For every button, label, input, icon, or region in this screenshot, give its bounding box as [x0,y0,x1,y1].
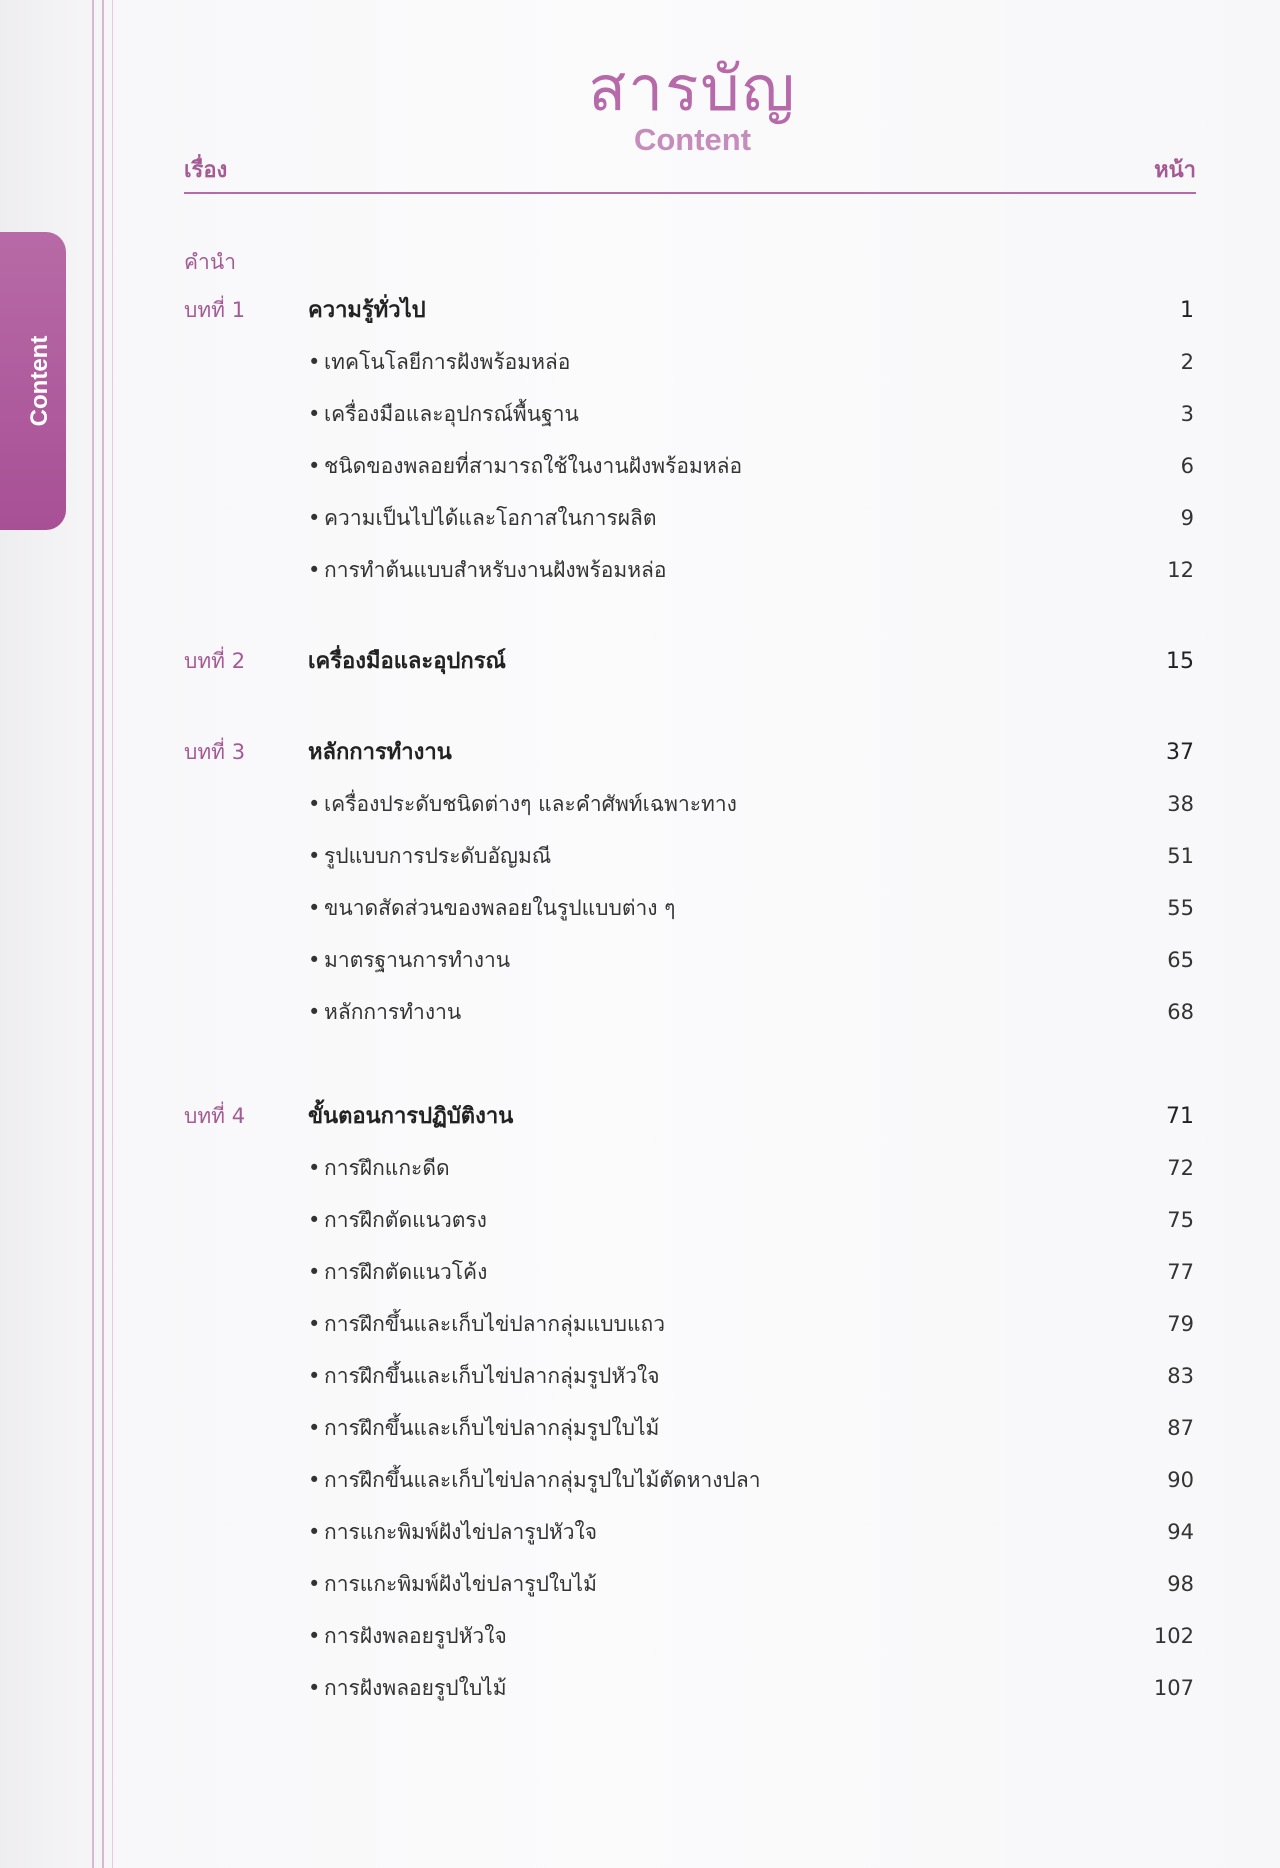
toc-item-title: ขนาดสัดส่วนของพลอยในรูปแบบต่าง ๆ [324,896,676,920]
page-number: 37 [1166,740,1194,765]
page-number: 6 [1180,454,1194,478]
bullet-icon: • [308,1468,321,1492]
bullet-icon: • [308,350,321,374]
page-number: 65 [1167,948,1194,972]
bullet-icon: • [308,1676,321,1700]
bullet-icon: • [308,1416,321,1440]
page-number: 90 [1167,1468,1194,1492]
bullet-icon: • [308,1260,321,1284]
bullet-icon: • [308,844,321,868]
toc-item [0,1574,1280,1606]
toc-item-title: การฝังพลอยรูปหัวใจ [324,1624,507,1648]
toc-item-title: เทคโนโลยีการฝังพร้อมหล่อ [324,350,571,374]
bullet-icon: • [308,896,321,920]
toc-item [0,508,1280,540]
page-number: 83 [1167,1364,1194,1388]
toc-item-title: ชนิดของพลอยที่สามารถใช้ในงานฝังพร้อมหล่อ [324,454,743,478]
bullet-icon: • [308,948,321,972]
toc-item-title: การฝึกตัดแนวโค้ง [324,1260,488,1284]
page-number: 77 [1167,1260,1194,1284]
toc-item-title: การฝังพลอยรูปใบไม้ [324,1676,507,1700]
toc-item-text [308,1158,450,1179]
toc-item-text [308,508,657,529]
toc-item-title: การแกะพิมพ์ฝังไข่ปลารูปหัวใจ [324,1520,598,1544]
toc-item-text [308,1314,665,1335]
toc-item [0,456,1280,488]
toc-item [0,1002,1280,1034]
toc-item-title: หลักการทำงาน [324,1000,462,1024]
toc-item-text [308,1366,660,1387]
toc-item [0,1210,1280,1242]
toc-item [0,1262,1280,1294]
bullet-icon: • [308,1364,321,1388]
page-number: 87 [1167,1416,1194,1440]
bullet-icon: • [308,1624,321,1648]
toc-item-title: การฝึกตัดแนวตรง [324,1208,487,1232]
page-number: 9 [1180,506,1194,530]
chapter-row [0,300,1280,332]
bullet-icon: • [308,1156,321,1180]
toc-item-text [308,560,667,581]
preface-entry: คำนำ [184,250,236,274]
page-number: 98 [1167,1572,1194,1596]
toc-item-title: การฝึกขึ้นและเก็บไข่ปลากลุ่มรูปใบไม้ [324,1416,660,1440]
toc-item-title: ความเป็นไปได้และโอกาสในการผลิต [324,506,657,530]
toc-item-title: มาตรฐานการทำงาน [324,948,511,972]
page-number: 102 [1153,1624,1194,1648]
page-number: 79 [1167,1312,1194,1336]
page-number: 94 [1167,1520,1194,1544]
toc-item [0,352,1280,384]
toc-item-title: การฝึกขึ้นและเก็บไข่ปลากลุ่มรูปหัวใจ [324,1364,660,1388]
page-number: 12 [1167,558,1194,582]
chapter-label: บทที่ 3 [184,740,246,764]
bullet-icon: • [308,1572,321,1596]
chapter-label: บทที่ 2 [184,649,246,673]
toc-item-text [308,352,570,373]
page-number: 2 [1180,350,1194,374]
toc-item-text [308,898,675,919]
toc-item-text [308,1678,507,1699]
toc-item [0,1470,1280,1502]
chapter-title: หลักการทำงาน [308,740,452,765]
toc-item-text [308,1574,597,1595]
toc-item-text [308,950,510,971]
toc-item-title: เครื่องมือและอุปกรณ์พื้นฐาน [324,402,579,426]
chapter-row [0,742,1280,774]
toc-item-title: การแกะพิมพ์ฝังไข่ปลารูปใบไม้ [324,1572,597,1596]
toc-item [0,1626,1280,1658]
toc-item-text [308,1210,487,1231]
toc-item-title: การฝึกแกะดีด [324,1156,450,1180]
toc-item [0,1522,1280,1554]
toc-item-text [308,1418,659,1439]
page-number: 15 [1166,649,1194,674]
page-number: 1 [1180,298,1194,323]
page-number: 55 [1167,896,1194,920]
toc-item-title: เครื่องประดับชนิดต่างๆ และคำศัพท์เฉพาะทาง [324,792,737,816]
page-number: 75 [1167,1208,1194,1232]
chapter-row [0,1106,1280,1138]
page-number: 68 [1167,1000,1194,1024]
bullet-icon: • [308,454,321,478]
chapter-row [0,651,1280,683]
toc-item-title: การฝึกขึ้นและเก็บไข่ปลากลุ่มรูปใบไม้ตัดหางปลา [324,1468,761,1492]
column-header-page: หน้า [1154,158,1196,183]
toc-item-text [308,1522,597,1543]
toc-item [0,1158,1280,1190]
toc-item-text [308,456,742,477]
toc-item-title: การฝึกขึ้นและเก็บไข่ปลากลุ่มแบบแถว [324,1312,665,1336]
bullet-icon: • [308,1520,321,1544]
chapter-label: บทที่ 1 [184,298,246,322]
page-number: 38 [1167,792,1194,816]
toc-item [0,1678,1280,1710]
toc-item [0,404,1280,436]
chapter-title: ความรู้ทั่วไป [308,298,426,323]
toc-item [0,794,1280,826]
toc-item-title: รูปแบบการประดับอัญมณี [324,844,552,868]
toc-item-text [308,404,579,425]
toc-item-text [308,846,551,867]
toc-item [0,950,1280,982]
toc-item [0,1366,1280,1398]
toc-item-text [308,1470,761,1491]
page-number: 72 [1167,1156,1194,1180]
page-number: 107 [1153,1676,1194,1700]
header-divider [184,192,1196,194]
bullet-icon: • [308,402,321,426]
page-number: 3 [1180,402,1194,426]
bullet-icon: • [308,792,321,816]
bullet-icon: • [308,558,321,582]
chapter-title: เครื่องมือและอุปกรณ์ [308,649,506,674]
bullet-icon: • [308,1000,321,1024]
toc-item [0,1314,1280,1346]
toc-item-text [308,1262,487,1283]
chapter-label: บทที่ 4 [184,1104,246,1128]
toc-item-text [308,1002,461,1023]
page-subtitle: Content [633,122,752,157]
bullet-icon: • [308,506,321,530]
page-title: สารบัญ [588,52,797,125]
bullet-icon: • [308,1312,321,1336]
toc-item [0,898,1280,930]
toc-item-text [308,1626,507,1647]
toc-item [0,560,1280,592]
side-tab-label: Content [26,335,53,427]
chapter-title: ขั้นตอนการปฏิบัติงาน [308,1104,514,1129]
page-number: 71 [1166,1104,1194,1129]
toc-item-title: การทำต้นแบบสำหรับงานฝังพร้อมหล่อ [324,558,667,582]
column-header-topic: เรื่อง [184,158,228,183]
page-number: 51 [1167,844,1194,868]
toc-item [0,1418,1280,1450]
bullet-icon: • [308,1208,321,1232]
toc-item-text [308,794,737,815]
toc-item [0,846,1280,878]
